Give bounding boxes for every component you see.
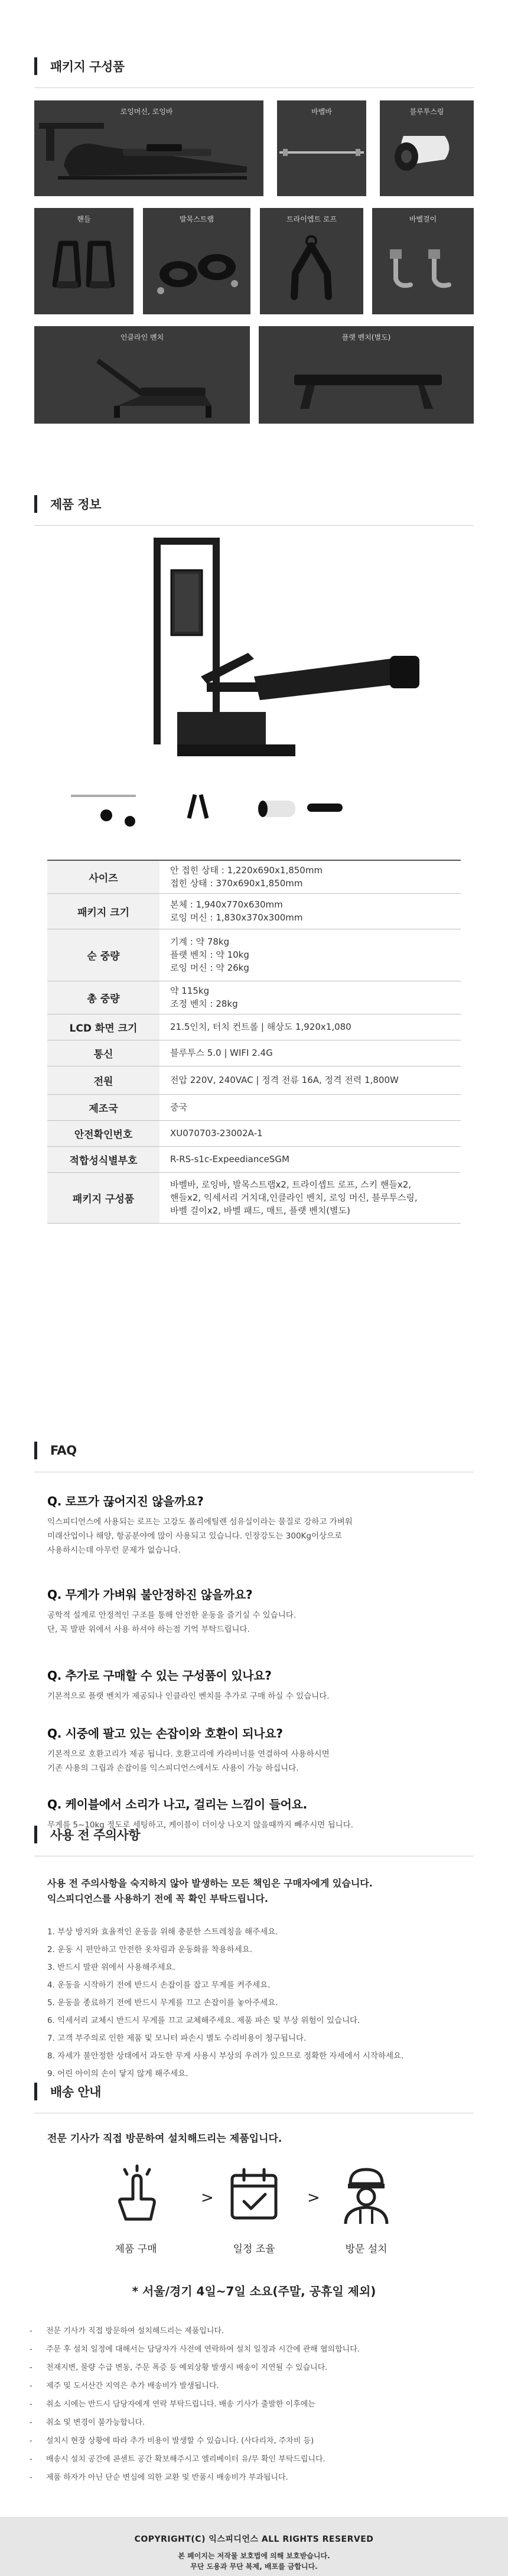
- spec-value: XU070703-23002A-1: [159, 1120, 461, 1146]
- spec-row: [47, 1172, 461, 1223]
- package-item-label: 블루투스링: [409, 108, 444, 116]
- package-item-label: 바벨바: [311, 108, 332, 116]
- package-item-barbell: [277, 100, 366, 196]
- step-label: 제품 구매: [115, 2243, 157, 2255]
- package-item-barbell-hook: [372, 208, 474, 314]
- faq-question: Q. 케이블에서 소리가 나고, 걸리는 느낌이 들어요.: [47, 1797, 307, 1811]
- spec-key: 전원: [47, 1066, 159, 1094]
- spec-key: 제조국: [47, 1094, 159, 1120]
- divider: [34, 87, 474, 88]
- section-bar: [34, 495, 37, 513]
- spec-key: LCD 화면 크기: [47, 1014, 159, 1040]
- notes-section-header: [34, 1826, 140, 1843]
- faq-question: Q. 시중에 팔고 있는 손잡이와 호환이 되나요?: [47, 1726, 283, 1741]
- spec-value: 바벨바, 로잉바, 발목스트랩x2, 트라이셉트 로프, 스키 핸들x2, 핸들x2, 익세서리 거치대,인클라인 벤치, 로잉 머신, 블루투스링, 바벨 걸이x2, 바벨 패드, 매트, 플랫 벤치(별도): [159, 1172, 461, 1223]
- package-item-ankle-strap: [143, 208, 250, 314]
- package-item-label: 로잉머신, 로잉바: [120, 108, 173, 116]
- footer-notice: [0, 2551, 508, 2572]
- shipping-note: * 서울/경기 4일~7일 소요(주말, 공휴일 제외): [132, 2284, 376, 2298]
- list-item: - 전문 기사가 직접 방문하여 설치해드리는 제품입니다.: [30, 2322, 478, 2340]
- footer-line: 무단 도용과 무단 복제, 배포를 금합니다.: [190, 2562, 318, 2571]
- faq-answer: 기본적으로 플랫 벤치가 제공되나 인클라인 벤치를 추가로 구매 하실 수 있습니다.: [47, 1692, 330, 1701]
- shipping-intro: 전문 기사가 직접 방문하여 설치해드리는 제품입니다.: [47, 2133, 282, 2145]
- footer: [0, 2517, 508, 2576]
- spec-value: 블루투스 5.0 | WIFI 2.4G: [159, 1040, 461, 1066]
- spec-value: 기계 : 약 78kg 플랫 벤치 : 약 10kg 로잉 머신 : 약 26kg: [159, 929, 461, 981]
- calendar-icon: [222, 2162, 286, 2227]
- arrow-right-icon: >: [307, 2189, 320, 2207]
- shipping-list: [30, 2322, 478, 2487]
- spec-value: R-RS-s1c-ExpeedianceSGM: [159, 1146, 461, 1172]
- step-purchase: [89, 2162, 183, 2255]
- list-item: 6. 익세서리 교체시 반드시 무게를 끄고 교체해주세요. 제품 파손 및 부상 위험이 있습니다.: [47, 2016, 360, 2025]
- spec-key: 패키지 구성품: [47, 1172, 159, 1223]
- rowing-machine-image: [34, 100, 263, 196]
- faq-answer: 공학적 설계로 안정적인 구조를 통해 안전한 운동을 즐기실 수 있습니다. 단, 꼭 발판 위에서 사용 하셔야 하는점 기억 부탁드립니다.: [47, 1611, 297, 1634]
- list-item: 9. 어린 아이의 손이 닿지 않게 해주세요.: [47, 2069, 188, 2079]
- spec-key: 사이즈: [47, 860, 159, 893]
- list-item: 5. 운동을 종료하기 전에 반드시 무게를 끄고 손잡이를 놓아주세요.: [47, 1998, 278, 2008]
- package-item-label: 인클라인 벤치: [120, 333, 164, 341]
- copyright: COPYRIGHT(C) 익스피디언스 ALL RIGHTS RESERVED: [134, 2535, 374, 2544]
- notes-list: [47, 1923, 461, 2083]
- barbell-image: [277, 100, 366, 196]
- package-item-label: 바벨걸이: [409, 215, 437, 223]
- step-schedule: [207, 2162, 301, 2255]
- spec-value: 중국: [159, 1094, 461, 1120]
- spec-row: [47, 1040, 461, 1066]
- faq-answer: 익스피디언스에 사용되는 로프는 고강도 폴리에틸렌 섬유실이라는 물질로 강하고 가벼워 미래산업이나 해양, 항공분야에 많이 사용되고 있습니다. 인장강도는 300Kg이상으로 사용하시는데 아무런 문제가 없습니다.: [47, 1517, 353, 1555]
- list-item: - 설치시 현장 상황에 따라 추가 비용이 발생할 수 있습니다. (사다리차, 주차비 등): [30, 2432, 478, 2450]
- list-item: 4. 운동을 시작하기 전에 반드시 손잡이를 잡고 무게를 켜주세요.: [47, 1980, 271, 1990]
- list-item: 3. 반드시 발판 위에서 사용해주세요.: [47, 1963, 175, 1972]
- spec-key: 총 중량: [47, 981, 159, 1014]
- foam-roller-image: [380, 100, 474, 196]
- spec-table: [47, 860, 461, 1224]
- spec-row: [47, 1014, 461, 1040]
- package-item-flat-bench: [259, 326, 474, 424]
- spec-key: 통신: [47, 1040, 159, 1066]
- package-item-rowing: [34, 100, 263, 196]
- spec-value: 본체 : 1,940x770x630mm 로잉 머신 : 1,830x370x300mm: [159, 893, 461, 929]
- product-image: [59, 535, 449, 851]
- barbell-hook-image: [372, 208, 474, 314]
- list-item: 2. 운동 시 편안하고 안전한 옷차림과 운동화를 착용하세요.: [47, 1945, 253, 1954]
- list-item: - 배송시 설치 공간에 콘센트 공간 확보해주시고 엘리베이터 유/무 확인 부탁드립니다.: [30, 2450, 478, 2468]
- list-item: - 제주 및 도서산간 지역은 추가 배송비가 발생됩니다.: [30, 2377, 478, 2395]
- faq-section-header: [34, 1442, 77, 1459]
- spec-row: [47, 929, 461, 981]
- list-item: - 제품 하자가 아닌 단순 변심에 의한 교환 및 반품시 배송비가 부과됩니다.: [30, 2468, 478, 2487]
- list-item: - 취소 및 변경이 불가능합니다.: [30, 2414, 478, 2432]
- faq-item: [47, 1492, 461, 1557]
- arrow-right-icon: >: [201, 2189, 214, 2207]
- package-item-label: 발목스트랩: [180, 215, 214, 223]
- package-title: 패키지 구성품: [50, 60, 125, 74]
- list-item: 7. 고객 부주의로 인한 제품 및 모니터 파손시 별도 수리비용이 청구됩니다.: [47, 2034, 307, 2043]
- spec-key: 순 중량: [47, 929, 159, 981]
- spec-row: [47, 1094, 461, 1120]
- list-item: 1. 부상 방지와 효율적인 운동을 위해 충분한 스트레칭을 해주세요.: [47, 1927, 278, 1937]
- package-section-header: [34, 57, 125, 75]
- spec-row: [47, 893, 461, 929]
- package-item-incline-bench: [34, 326, 250, 424]
- package-item-label: 트라이엡트 로프: [286, 215, 337, 223]
- spec-key: 안전확인번호: [47, 1120, 159, 1146]
- list-item: - 취소 시에는 반드시 담당자에게 연락 부탁드립니다. 배송 기사가 출발한 이후에는: [30, 2395, 478, 2414]
- faq-title: FAQ: [50, 1443, 77, 1458]
- list-item: 8. 자세가 불안정한 상태에서 과도한 무게 사용시 부상의 우려가 있으므로 정확한 자세에서 시작하세요.: [47, 2051, 404, 2061]
- spec-key: 패키지 크기: [47, 893, 159, 929]
- footer-line: 본 페이지는 저작물 보호법에 의해 보호받습니다.: [178, 2552, 330, 2560]
- package-item-label: 핸들: [77, 215, 91, 223]
- notes-intro: 사용 전 주의사항을 숙지하지 않아 발생하는 모든 책임은 구매자에게 있습니다. 익스피디언스를 사용하기 전에 꼭 확인 부탁드립니다.: [47, 1878, 373, 1904]
- spec-title: 제품 정보: [50, 497, 101, 512]
- spec-value: 안 접힌 상태 : 1,220x690x1,850mm 접힌 상태 : 370x690x1,850mm: [159, 860, 461, 893]
- spec-row: [47, 981, 461, 1014]
- step-label: 방문 설치: [345, 2243, 387, 2255]
- faq-question: Q. 로프가 끊어지진 않을까요?: [47, 1494, 204, 1508]
- divider: [34, 525, 474, 526]
- spec-value: 21.5인치, 터치 컨트롤 | 해상도 1,920x1,080: [159, 1014, 461, 1040]
- faq-item: [47, 1585, 461, 1637]
- section-bar: [34, 1442, 37, 1459]
- section-bar: [34, 1826, 37, 1843]
- faq-item: [47, 1666, 461, 1703]
- faq-question: Q. 무게가 가벼워 불안정하진 않을까요?: [47, 1588, 253, 1602]
- spec-section-header: [34, 495, 101, 513]
- faq-answer: 무게를 5~10kg 정도로 세팅하고, 케이블이 더이상 나오지 않을때까지 빼주시면 됩니다.: [47, 1820, 353, 1830]
- faq-item: [47, 1724, 461, 1775]
- incline-bench-image: [34, 326, 250, 424]
- section-bar: [34, 2083, 37, 2100]
- spec-key: 적합성식별부호: [47, 1146, 159, 1172]
- package-item-handle: [34, 208, 133, 314]
- step-label: 일정 조율: [233, 2243, 275, 2255]
- faq-answer: 기본적으로 호환고리가 제공 됩니다. 호환고리에 카라비너를 연결하여 사용하시면 기존 사용의 그립과 손잡이를 익스피디언스에서도 사용이 가능 하십니다.: [47, 1749, 330, 1773]
- spec-value: 약 115kg 조정 벤치 : 28kg: [159, 981, 461, 1014]
- ankle-strap-image: [143, 208, 250, 314]
- purchase-icon: [103, 2162, 168, 2227]
- shipping-section-header: [34, 2083, 101, 2100]
- tricep-rope-image: [260, 208, 363, 314]
- package-item-tricep-rope: [260, 208, 363, 314]
- spec-row: [47, 860, 461, 893]
- handle-image: [34, 208, 133, 314]
- list-item: - 주문 후 설치 일정에 대해서는 담당자가 사전에 연락하여 설치 일정과 시간에 관해 협의합니다.: [30, 2340, 478, 2359]
- technician-icon: [334, 2162, 399, 2227]
- spec-row: [47, 1146, 461, 1172]
- step-install: [319, 2162, 413, 2255]
- spec-row: [47, 1120, 461, 1146]
- faq-question: Q. 추가로 구매할 수 있는 구성품이 있나요?: [47, 1668, 272, 1683]
- list-item: - 천재지변, 물량 수급 변동, 주문 폭증 등 예외상황 발생시 배송이 지연될 수 있습니다.: [30, 2359, 478, 2377]
- section-bar: [34, 57, 37, 75]
- package-item-foam-roller: [380, 100, 474, 196]
- shipping-title: 배송 안내: [50, 2085, 101, 2099]
- spec-value: 전압 220V, 240VAC | 정격 전류 16A, 정격 전력 1,800W: [159, 1066, 461, 1094]
- spec-row: [47, 1066, 461, 1094]
- notes-title: 사용 전 주의사항: [50, 1828, 141, 1842]
- package-item-label: 플랫 벤치(별도): [341, 333, 391, 341]
- flat-bench-image: [259, 326, 474, 424]
